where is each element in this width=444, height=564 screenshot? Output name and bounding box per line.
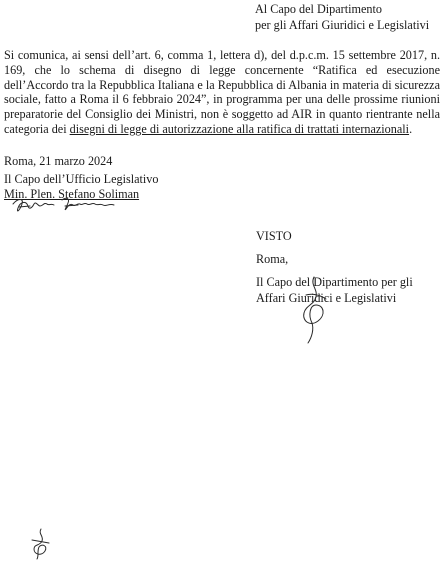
place-date: Roma, 21 marzo 2024 xyxy=(4,154,113,168)
visto-role-line-2: Affari Giuridici e Legislativi xyxy=(256,291,397,305)
addressee-line-2: per gli Affari Giuridici e Legislativi xyxy=(255,18,430,32)
handwritten-initials xyxy=(30,528,52,560)
body-text-end: . xyxy=(409,121,413,136)
handwritten-signature-soliman xyxy=(10,194,122,218)
signer-role: Il Capo dell’Ufficio Legislativo xyxy=(4,172,159,186)
addressee-block xyxy=(255,1,429,33)
signer-name: Min. Plen. Stefano Soliman xyxy=(4,187,140,201)
body-text-main: Si comunica, ai sensi dell’art. 6, comma 1, lettera d), del d.p.c.m. 15 settembre 2017, n. 169, che lo schema di disegno di legge concernente “Ratifica ed esecuzione dell’Accordo tra la Repubblica Italiana e la Repubblica di Albania in materia di sicurezza sociale, fatto a Roma il 6 febbraio 2024”, in programma per una delle prossime riunioni preparatorie del Consiglio dei Ministri, non è soggetto ad AIR in quanto rientrante nella categoria dei xyxy=(4,48,440,136)
addressee-line-1: Al Capo del Dipartimento xyxy=(255,2,382,16)
visto-place: Roma, xyxy=(256,252,289,266)
visto-label: VISTO xyxy=(256,229,292,243)
visto-role-line-1: Il Capo del Dipartimento per gli xyxy=(256,275,413,289)
body-text-underlined: disegni di legge di autorizzazione alla ratifica di trattati internazionali xyxy=(69,121,410,136)
body-paragraph xyxy=(4,48,440,137)
handwritten-signature-dipartimento xyxy=(292,275,337,345)
